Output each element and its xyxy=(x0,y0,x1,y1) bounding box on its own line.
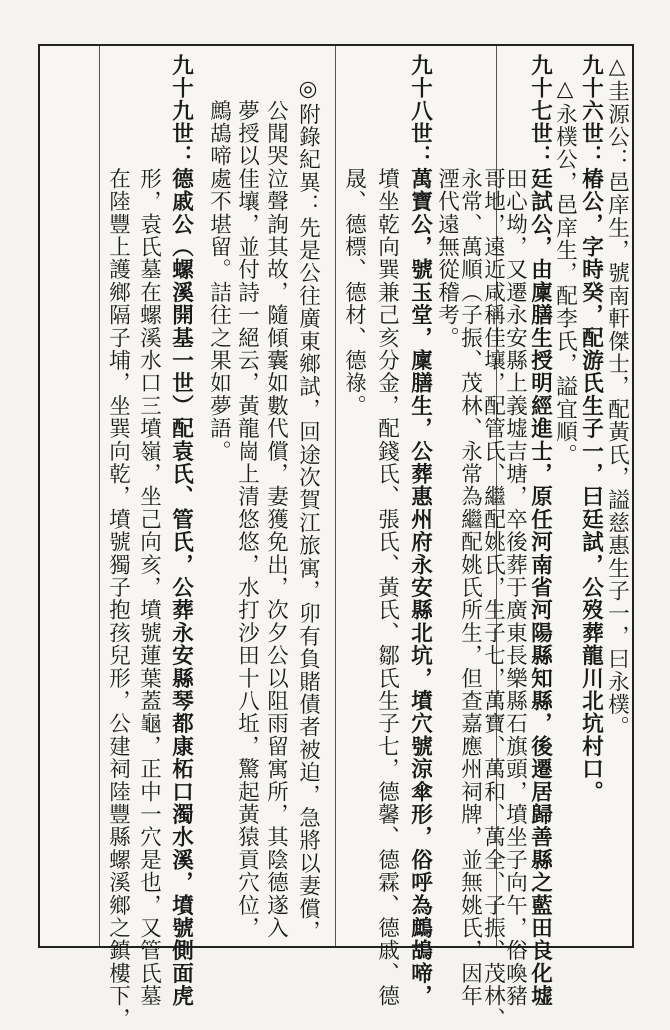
text-column-14: 夢授以佳壤，並付詩一絕云，黃龍崗上清悠悠，水打沙田十八坵，驚起黃猿貢穴位， xyxy=(234,54,260,940)
text-column-10: 墳坐乾向巽兼己亥分金，配錢氏、張氏、黃氏、鄒氏生子七，德馨、德霖、德戚、德 xyxy=(374,54,400,1008)
text-column-5: 田心坳，又遷永安縣上義墟吉塘，卒後葬于廣東長樂縣石旗頭，墳坐子向午，俗喚豬 xyxy=(502,54,528,1008)
text-column-17: 形，袁氏墓在螺溪水口三墳嶺，坐己向亥，墳號蓮葉蓋龜，正中一穴是也，又管氏墓 xyxy=(136,54,162,1008)
text-column-9: 九十八世：萬寶公，號玉堂，廩膳生，公葬惠州府永安縣北坑，墳穴號涼傘形，俗呼為鷓鴣啼， xyxy=(407,54,433,1008)
text-column-2: 九十六世：椿公，字時癸，配游氏生子一，曰廷試，公歿葬龍川北坑村口。 xyxy=(578,54,604,804)
text-column-12: ◎附錄紀異：先是公往廣東鄉試，回途次賀江旅寓，卯有負賭債者被迫，急將以妻償， xyxy=(295,54,321,943)
text-column-4: 九十七世：廷試公，由廩膳生授明經進士，原任河南省河陽縣知縣，後遷居歸善縣之藍田良化墟 xyxy=(527,54,553,1008)
text-column-15: 鷓鴣啼處不堪留。詰往之果如夢語。 xyxy=(206,54,232,463)
column-rule xyxy=(99,46,100,946)
text-column-11: 晟、德標、德材、德祿。 xyxy=(341,54,367,418)
text-column-13: 公聞哭泣聲詢其故，隨傾囊如數代償，妻獲免出，次夕公以阻雨留寓所，其陰德遂入 xyxy=(263,54,289,940)
page-frame xyxy=(38,44,634,1030)
text-column-1: △圭源公：邑庠生，號南軒傑士，配黃氏，謚慈惠生子一，曰永樸。 xyxy=(604,54,630,739)
text-column-8: 湮代遠無從稽考。 xyxy=(434,54,460,350)
text-column-7: 永常、萬順（子振、茂林、永常為繼配姚氏所生，但查嘉應州祠牌，並無姚氏，因年 xyxy=(457,54,483,1008)
text-column-18: 在陸豐上護鄉隔子埔，坐巽向乾，墳號獨子抱孩兒形，公建祠陸豐縣螺溪鄉之鎮樓下， xyxy=(105,54,131,1030)
text-column-16: 九十九世：德戚公（螺溪開基一世）配袁氏、管氏，公葬永安縣琴都康柘口濁水溪，墳號側面虎 xyxy=(168,54,194,1008)
column-rule xyxy=(335,46,336,946)
text-column-3: △永樸公，邑庠生，配李氏，謚宜順。 xyxy=(552,54,578,467)
text-column-6: 哥地，遠近咸稱佳壤，配管氏、繼配姚氏，生子七，萬寶、萬和、萬全、子振、茂林、 xyxy=(480,54,506,1030)
